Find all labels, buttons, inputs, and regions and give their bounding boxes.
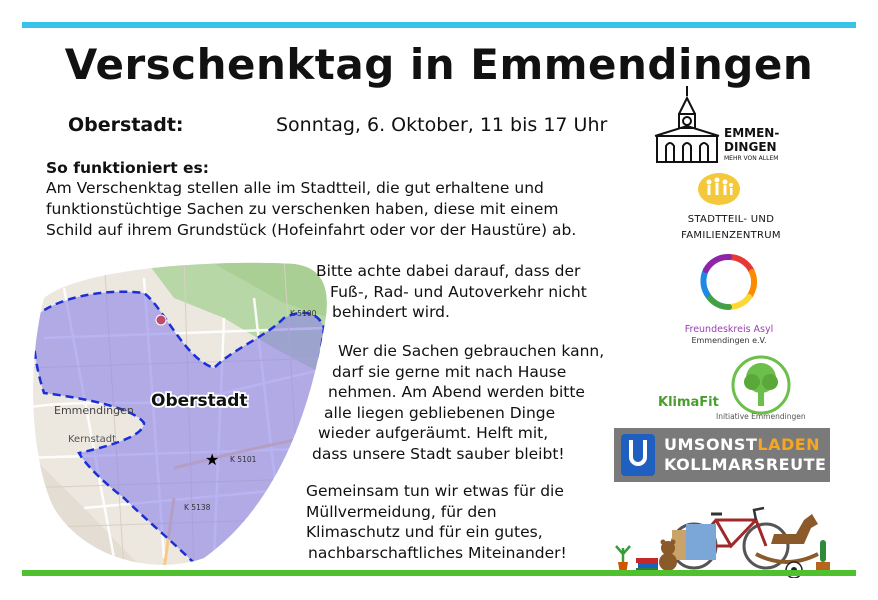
logo-text: KOLLMARSREUTE bbox=[664, 455, 827, 474]
text-line: dass unsere Stadt sauber bleibt! bbox=[312, 444, 565, 463]
paragraph-traffic bbox=[316, 261, 587, 323]
logo-text: DINGEN bbox=[724, 140, 777, 154]
logo-text: UMSONST bbox=[664, 435, 758, 454]
map-label-k5101: K 5101 bbox=[230, 455, 257, 464]
map-label-k5100: K 5100 bbox=[290, 309, 317, 318]
how-line: Am Verschenktag stellen alle im Stadtteil, die gut erhaltene und bbox=[46, 179, 544, 197]
u-badge-icon bbox=[621, 434, 655, 476]
emmendingen-logo bbox=[652, 84, 802, 164]
umsonstladen-logo bbox=[614, 428, 830, 482]
logo-text: LADEN bbox=[757, 435, 821, 454]
tree-icon bbox=[730, 354, 792, 416]
bottom-accent-bar bbox=[22, 570, 856, 576]
how-line: Schild auf ihrem Grundstück (Hofeinfahrt oder vor der Haustüre) ab. bbox=[46, 221, 577, 239]
page-title: Verschenktag in Emmendingen bbox=[64, 40, 814, 89]
top-accent-bar bbox=[22, 22, 856, 28]
text-line: behindert wird. bbox=[332, 303, 450, 321]
map-area-label: Oberstadt bbox=[151, 391, 248, 411]
text-line: alle liegen gebliebenen Dinge bbox=[324, 403, 556, 422]
town-hall-icon bbox=[652, 84, 722, 164]
text-line: Müllvermeidung, für den bbox=[306, 502, 497, 521]
paragraph-together bbox=[306, 481, 567, 563]
district-map bbox=[24, 258, 330, 570]
text-line: darf sie gerne mit nach Hause bbox=[332, 362, 567, 381]
paragraph-pickup bbox=[312, 341, 604, 464]
logo-tagline: MEHR VON ALLEM bbox=[724, 155, 779, 162]
text-line: Bitte achte dabei darauf, dass der bbox=[316, 262, 581, 280]
map-label-k5138: K 5138 bbox=[184, 503, 211, 512]
how-line: funktionstüchtige Sachen zu verschenken haben, diese mit einem bbox=[46, 200, 559, 218]
text-line: nehmen. Am Abend werden bitte bbox=[328, 383, 585, 401]
logo-text: KlimaFit bbox=[658, 395, 719, 410]
logo-text: Emmendingen e.V. bbox=[691, 336, 767, 345]
text-line: Gemeinsam tun wir etwas für die bbox=[306, 482, 564, 500]
text-line: Wer die Sachen gebrauchen kann, bbox=[338, 342, 605, 360]
map-label-emmendingen: Emmendingen bbox=[54, 404, 134, 417]
text-line: Fuß-, Rad- und Autoverkehr nicht bbox=[330, 282, 587, 301]
giveaway-items-illustration bbox=[606, 484, 836, 578]
map-label-kernstadt: Kernstadt bbox=[68, 434, 117, 445]
logo-tagline: Initiative Emmendingen bbox=[716, 412, 806, 421]
family-icon bbox=[697, 170, 741, 206]
event-date: Sonntag, 6. Oktober, 11 bis 17 Uhr bbox=[276, 114, 608, 136]
how-heading: So funktioniert es: bbox=[46, 159, 209, 177]
logo-text: Freundeskreis Asyl bbox=[684, 324, 774, 335]
district-label: Oberstadt: bbox=[68, 114, 184, 136]
church-icon bbox=[156, 315, 166, 325]
text-line: Klimaschutz und für ein gutes, bbox=[306, 523, 543, 541]
text-line: nachbarschaftliches Miteinander! bbox=[308, 543, 567, 562]
stadtteil-logo bbox=[676, 170, 786, 245]
text-line: wieder aufgeräumt. Helft mit, bbox=[318, 424, 549, 442]
logo-text: FAMILIENZENTRUM bbox=[681, 230, 781, 241]
freundeskreis-logo bbox=[674, 252, 784, 348]
logo-text: EMMEN- bbox=[724, 126, 780, 140]
klimafit-logo bbox=[656, 354, 806, 424]
rainbow-ring-icon bbox=[699, 252, 759, 312]
logo-text: STADTTEIL- UND bbox=[687, 214, 775, 225]
how-body bbox=[46, 178, 606, 241]
star-marker-icon: ★ bbox=[205, 450, 220, 469]
